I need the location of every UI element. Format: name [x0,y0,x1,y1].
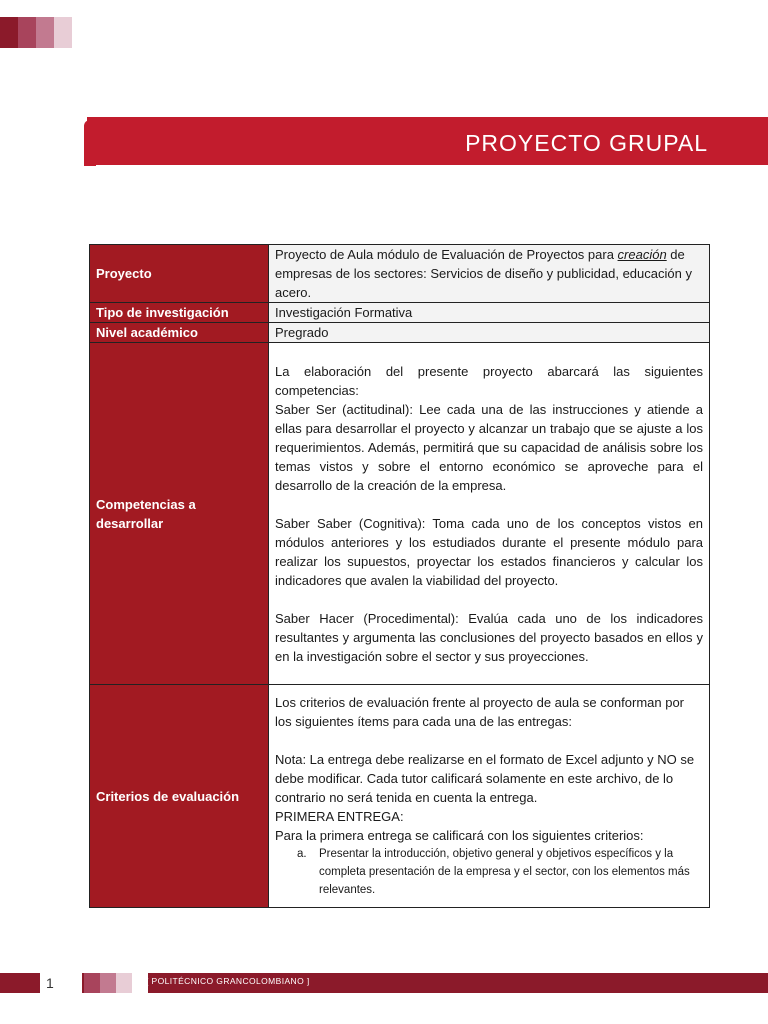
paragraph: Los criterios de evaluación frente al proyecto de aula se conforman por los siguientes ítems para cada una de las entregas: [275,695,685,729]
decor-square [0,17,18,48]
row-value: Pregrado [269,323,710,343]
footer-brand: [ POLITÉCNICO GRANCOLOMBIANO ] [146,976,310,986]
paragraph: Saber Saber (Cognitiva): Toma cada uno de los conceptos vistos en módulos anteriores y los estudiados durante el presente módulo para realizar los supuestos, proyectar los estados financieros y calcular los indicadores que avalen la viabilidad del proyecto. [275,515,703,588]
paragraph: Para la primera entrega se calificará con los siguientes criterios: [275,828,644,843]
page-number: 1 [46,975,54,991]
paragraph: PRIMERA ENTREGA: [275,809,404,824]
paragraph: Saber Ser (actitudinal): Lee cada una de las instrucciones y atiende a ellas para desarrollar el proyecto y alcanzar un trabajo que se ajuste a los requerimientos. Además, permitirá que su capacidad de análisis sobre los temas vistos y sobre el entorno económico se aproveche para el desarrollo de la creación de la empresa. [275,401,703,493]
table-row-criterios [90,685,710,908]
row-label: Competencias a desarrollar [90,343,269,685]
table-row-tipo [90,303,710,323]
decor-square [36,17,54,48]
decor-square [84,973,100,993]
row-value: Investigación Formativa [269,303,710,323]
footer-decorative-squares [84,973,148,993]
list-item-text: Presentar la introducción, objetivo general y objetivos específicos y la completa presentación de la empresa y el sector, con los elementos más relevantes. [319,848,690,896]
row-label: Proyecto [90,245,269,303]
project-text-continued: de empresas de los sectores: Servicios de diseño y publicidad, educación y acero. [275,247,692,300]
paragraph: La elaboración del presente proyecto abarcará las siguientes competencias: [275,363,703,398]
table-row-nivel [90,323,710,343]
paragraph: Saber Hacer (Procedimental): Evalúa cada uno de los indicadores resultantes y argumenta las conclusiones del proyecto basados en ellos y en la investigación sobre el sector y sus proyecciones. [275,610,703,664]
decor-square [100,973,116,993]
criteria-list [275,845,703,899]
table-row-proyecto [90,245,710,303]
paragraph: Nota: La entrega debe realizarse en el formato de Excel adjunto y NO se debe modificar. Cada tutor calificará solamente en este archivo, de lo contrario no será tenida en cuenta la entrega. [275,752,695,805]
row-label: Nivel académico [90,323,269,343]
row-label: Tipo de investigación [90,303,269,323]
decor-square [116,973,132,993]
project-text-emphasis: creación [617,247,667,262]
list-item [297,845,703,899]
header-decorative-squares [0,17,72,48]
title-banner [87,117,768,165]
project-info-table [89,244,710,908]
project-text: Proyecto de Aula módulo de Evaluación de Proyectos para [275,247,618,262]
table-row-competencias [90,343,710,685]
row-label: Criterios de evaluación [90,685,269,908]
row-value [269,343,710,685]
row-value [269,685,710,908]
page-title: PROYECTO GRUPAL [465,130,708,156]
decor-square [54,17,72,48]
decor-square [18,17,36,48]
row-value [269,245,710,303]
list-marker: a. [297,848,307,860]
